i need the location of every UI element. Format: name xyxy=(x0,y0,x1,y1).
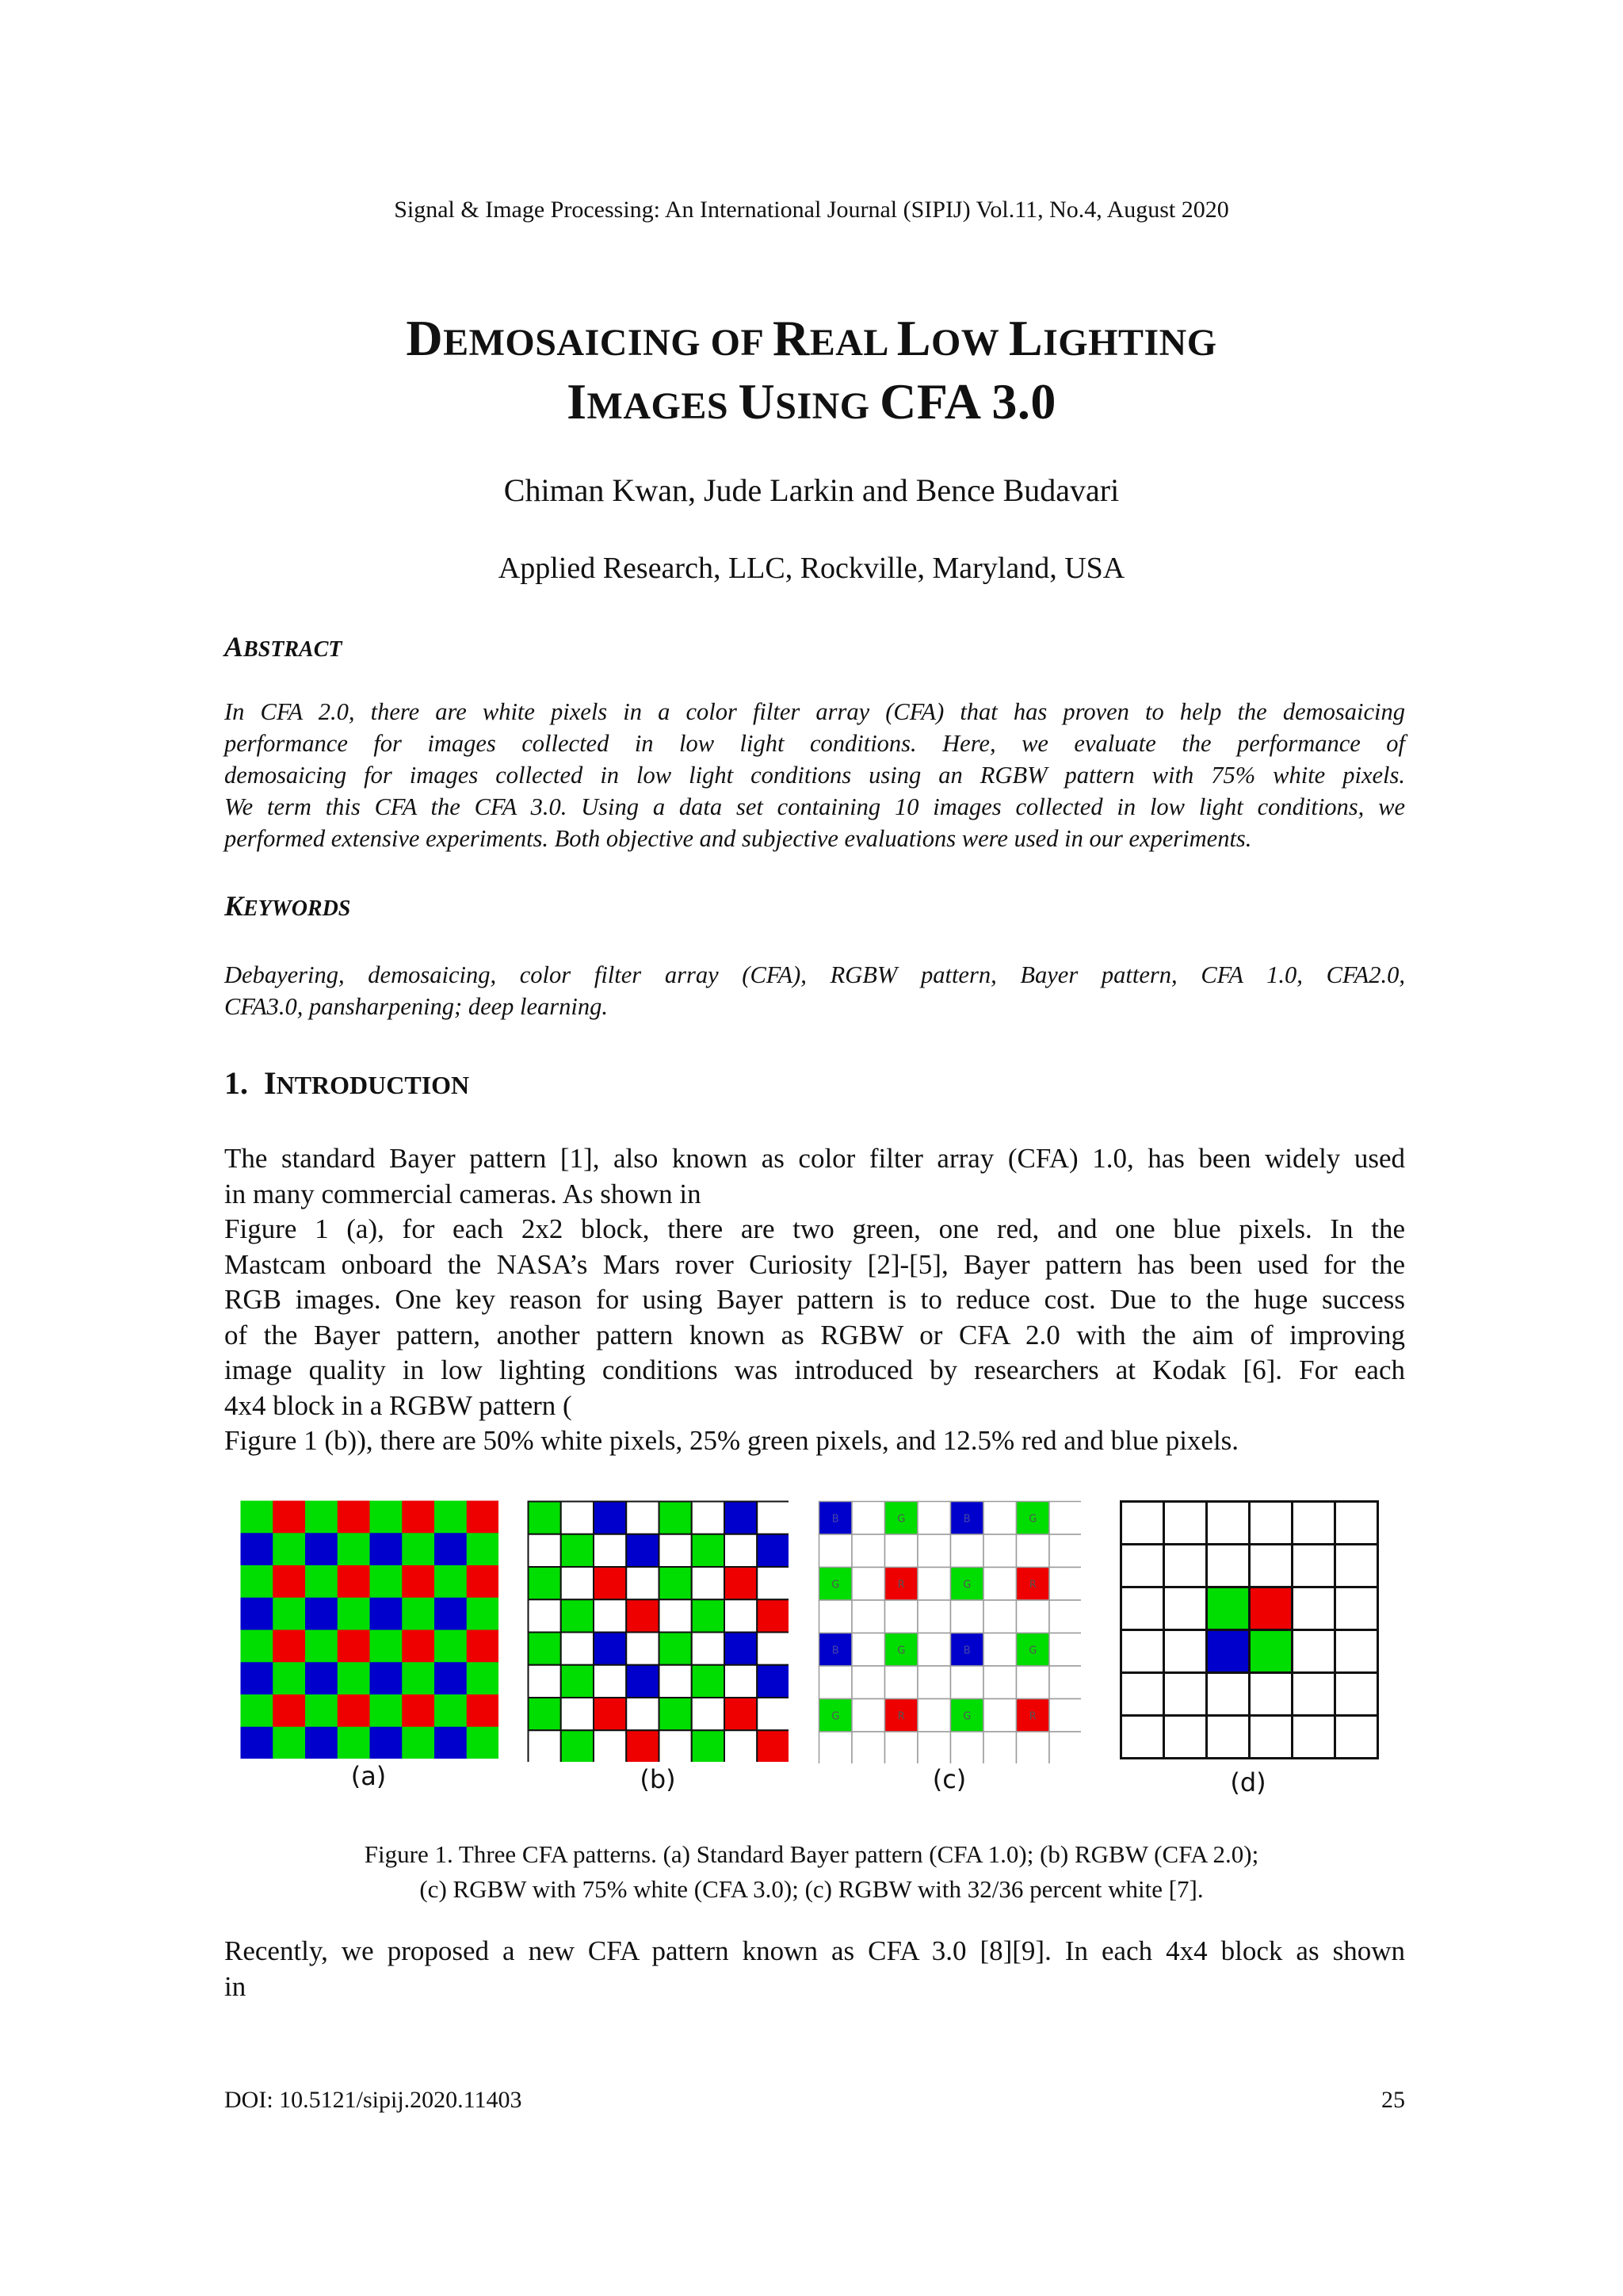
cfa-cell-r xyxy=(273,1631,306,1664)
cfa-cell-w xyxy=(852,1633,885,1667)
cfa-cell-w xyxy=(757,1698,789,1730)
abstract-line: In CFA 2.0, there are white pixels in a color filter array (CFA) that has proven to help the demosaicing xyxy=(224,698,1405,725)
cfa-cell-r xyxy=(594,1567,626,1599)
cfa-cell-b xyxy=(242,1534,274,1566)
cfa-cell-w xyxy=(1049,1699,1081,1733)
cfa-cell-r xyxy=(757,1730,789,1762)
title-word: LIGHTING xyxy=(1008,310,1217,366)
cfa-cell-w xyxy=(561,1502,594,1534)
body-line: in many commercial cameras. As shown in xyxy=(224,1178,701,1209)
abstract-line: We term this CFA the CFA 3.0. Using a data set containing 10 images collected in low light conditions, we xyxy=(224,793,1405,820)
cfa-cell-g xyxy=(561,1599,594,1632)
cfa-cell-g xyxy=(273,1534,306,1566)
title-word: DEMOSAICING OF xyxy=(406,310,773,366)
cfa-cell-g xyxy=(403,1663,435,1695)
cfa-cell-w xyxy=(885,1534,918,1568)
cfa-cell-w xyxy=(724,1599,757,1632)
cfa-cell-w xyxy=(1250,1716,1293,1759)
cfa-cell-g xyxy=(529,1633,561,1665)
cfa-cell-g xyxy=(403,1534,435,1566)
cfa-cell-w xyxy=(983,1732,1017,1763)
cfa-cell-letter: B xyxy=(831,1645,839,1657)
cfa-cell-w xyxy=(626,1633,659,1665)
figure-caption xyxy=(0,1837,1623,1907)
cfa-cell-w xyxy=(626,1698,659,1730)
cfa-cell-g xyxy=(435,1566,468,1599)
abstract-heading: ABSTRACT xyxy=(224,631,342,663)
caption-line: (c) RGBW with 75% white (CFA 3.0); (c) RGBW with 32/36 percent white [7]. xyxy=(419,1875,1204,1903)
cfa-cell-w xyxy=(983,1502,1017,1535)
paper-title-line-2 xyxy=(0,372,1623,431)
affiliation: Applied Research, LLC, Rockville, Maryland, USA xyxy=(498,552,1125,585)
cfa-cell-letter: R xyxy=(897,1579,905,1591)
cfa-cell-b xyxy=(435,1534,468,1566)
cfa-cell-r xyxy=(273,1695,306,1728)
cfa-cell-w xyxy=(983,1633,1017,1667)
cfa-cell-g xyxy=(306,1631,338,1664)
cfa-cell-w xyxy=(757,1633,789,1665)
body-line: Recently, we proposed a new CFA pattern known as CFA 3.0 [8][9]. In each 4x4 block as shown xyxy=(224,1935,1405,1966)
introduction-heading: 1. INTRODUCTION xyxy=(224,1065,470,1101)
paper-title-line-1 xyxy=(0,309,1623,368)
cfa-cell-r xyxy=(468,1695,498,1728)
figure-panel-a xyxy=(240,1500,498,1759)
cfa-cell-b xyxy=(306,1599,338,1631)
cfa-cell-w xyxy=(819,1732,853,1763)
cfa-cell-b xyxy=(242,1728,274,1759)
cfa-cell-w xyxy=(1335,1587,1378,1630)
cfa-cell-w xyxy=(594,1534,626,1567)
cfa-cell-g xyxy=(338,1599,371,1631)
figure-panel-c xyxy=(818,1500,1081,1763)
cfa-cell-w xyxy=(951,1666,984,1699)
cfa-cell-g xyxy=(371,1566,403,1599)
cfa-cell-w xyxy=(659,1534,692,1567)
cfa-cell-w xyxy=(918,1600,951,1633)
cfa-cell-g xyxy=(371,1695,403,1728)
cfa-cell-r xyxy=(757,1599,789,1632)
cfa-cell-b xyxy=(371,1728,403,1759)
cfa-cell-w xyxy=(819,1600,853,1633)
cfa-cell-w xyxy=(757,1502,789,1534)
cfa-cell-w xyxy=(529,1665,561,1698)
cfa-cell-b xyxy=(306,1534,338,1566)
keywords-body xyxy=(224,959,1405,1022)
cfa-cell-b xyxy=(757,1534,789,1567)
title-word: LOW xyxy=(896,310,1009,366)
cfa-cell-w xyxy=(692,1698,724,1730)
authors: Chiman Kwan, Jude Larkin and Bence Budavari xyxy=(503,472,1120,508)
cfa-cell-g xyxy=(468,1663,498,1695)
cfa-cell-w xyxy=(885,1600,918,1633)
cfa-cell-b xyxy=(1207,1630,1250,1673)
cfa-cell-r xyxy=(724,1698,757,1730)
cfa-cell-w xyxy=(983,1534,1017,1568)
cfa-cell-w xyxy=(852,1534,885,1568)
cfa-cell-w xyxy=(1017,1666,1050,1699)
cfa-cell-letter: G xyxy=(831,1579,840,1591)
cfa-cell-g xyxy=(468,1534,498,1566)
cfa-cell-b xyxy=(306,1728,338,1759)
cfa-cell-r xyxy=(594,1698,626,1730)
cfa-cell-w xyxy=(1049,1502,1081,1535)
cfa-cell-b xyxy=(594,1633,626,1665)
cfa-cell-w xyxy=(1049,1633,1081,1667)
cfa-cell-b xyxy=(626,1534,659,1567)
cfa-cell-w xyxy=(852,1568,885,1601)
body-line: of the Bayer pattern, another pattern known as RGBW or CFA 2.0 with the aim of improving xyxy=(224,1319,1405,1350)
cfa-cell-w xyxy=(951,1534,984,1568)
cfa-cell-r xyxy=(338,1502,371,1534)
cfa-cell-b xyxy=(371,1534,403,1566)
cfa-cell-r xyxy=(403,1631,435,1664)
cfa-cell-w xyxy=(529,1730,561,1762)
cfa-cell-g xyxy=(273,1728,306,1759)
cfa-cell-g xyxy=(403,1599,435,1631)
cfa-cell-g xyxy=(242,1695,274,1728)
cfa-cell-w xyxy=(1121,1673,1164,1716)
cfa-cell-r xyxy=(468,1631,498,1664)
cfa-cell-w xyxy=(1250,1673,1293,1716)
cfa-cell-w xyxy=(659,1730,692,1762)
footer-doi: DOI: 10.5121/sipij.2020.11403 xyxy=(224,2087,522,2113)
cfa-cell-w xyxy=(1293,1673,1335,1716)
cfa-cell-w xyxy=(561,1698,594,1730)
cfa-cell-g xyxy=(659,1633,692,1665)
caption-line: Figure 1. Three CFA patterns. (a) Standard Bayer pattern (CFA 1.0); (b) RGBW (CFA 2.0); xyxy=(364,1840,1259,1868)
cfa-cell-g xyxy=(692,1534,724,1567)
cfa-cell-w xyxy=(1293,1587,1335,1630)
cfa-cell-w xyxy=(659,1665,692,1698)
keywords-heading: KEYWORDS xyxy=(224,890,351,922)
cfa-cell-w xyxy=(1335,1673,1378,1716)
cfa-cell-r xyxy=(338,1566,371,1599)
cfa-cell-g xyxy=(403,1728,435,1759)
cfa-cell-g xyxy=(1207,1587,1250,1630)
cfa-cell-r xyxy=(724,1567,757,1599)
cfa-cell-w xyxy=(1164,1716,1207,1759)
cfa-cell-w xyxy=(918,1732,951,1763)
cfa-cell-w xyxy=(659,1599,692,1632)
cfa-cell-b xyxy=(594,1502,626,1534)
cfa-cell-g xyxy=(242,1502,274,1534)
cfa-cell-letter: B xyxy=(831,1513,839,1526)
cfa-cell-w xyxy=(1164,1673,1207,1716)
cfa-cell-b xyxy=(435,1663,468,1695)
cfa-cell-w xyxy=(1164,1587,1207,1630)
cfa-cell-w xyxy=(1335,1716,1378,1759)
cfa-cell-w xyxy=(1049,1534,1081,1568)
cfa-cell-w xyxy=(951,1732,984,1763)
cfa-cell-b xyxy=(435,1599,468,1631)
cfa-cell-b xyxy=(371,1663,403,1695)
cfa-cell-w xyxy=(1207,1673,1250,1716)
cfa-cell-g xyxy=(338,1728,371,1759)
cfa-cell-w xyxy=(1293,1716,1335,1759)
cfa-cell-g xyxy=(306,1502,338,1534)
cfa-cell-w xyxy=(1164,1502,1207,1545)
cfa-cell-w xyxy=(1293,1630,1335,1673)
body-line: Mastcam onboard the NASA’s Mars rover Curiosity [2]-[5], Bayer pattern has been used for the xyxy=(224,1248,1405,1280)
cfa-cell-g xyxy=(529,1698,561,1730)
cfa-cell-g xyxy=(242,1566,274,1599)
cfa-cell-b xyxy=(724,1633,757,1665)
figure-panel-d xyxy=(1120,1500,1381,1762)
cfa-cell-g xyxy=(468,1728,498,1759)
cfa-cell-letter: B xyxy=(963,1513,971,1526)
cfa-cell-r xyxy=(468,1566,498,1599)
cfa-cell-w xyxy=(1121,1630,1164,1673)
cfa-cell-b xyxy=(306,1663,338,1695)
cfa-cell-w xyxy=(1250,1502,1293,1545)
cfa-cell-w xyxy=(1049,1732,1081,1763)
cfa-cell-letter: G xyxy=(1029,1645,1037,1657)
cfa-cell-w xyxy=(724,1730,757,1762)
cfa-cell-w xyxy=(852,1699,885,1733)
body-line: RGB images. One key reason for using Bayer pattern is to reduce cost. Due to the huge success xyxy=(224,1284,1405,1315)
cfa-cell-w xyxy=(852,1600,885,1633)
cfa-cell-w xyxy=(594,1599,626,1632)
cfa-cell-w xyxy=(819,1534,853,1568)
cfa-cell-w xyxy=(626,1567,659,1599)
cfa-cell-w xyxy=(852,1666,885,1699)
cfa-cell-g xyxy=(529,1567,561,1599)
cfa-cell-g xyxy=(561,1665,594,1698)
cfa-cell-g xyxy=(273,1663,306,1695)
cfa-cell-w xyxy=(918,1633,951,1667)
cfa-cell-w xyxy=(1293,1545,1335,1587)
cfa-cell-g xyxy=(561,1730,594,1762)
cfa-cell-w xyxy=(1017,1600,1050,1633)
cfa-cell-w xyxy=(819,1666,853,1699)
cfa-cell-w xyxy=(626,1502,659,1534)
cfa-cell-g xyxy=(435,1631,468,1664)
cfa-cell-g xyxy=(692,1730,724,1762)
cfa-cell-w xyxy=(1121,1716,1164,1759)
title-word: REAL xyxy=(772,310,897,366)
cfa-cell-w xyxy=(852,1502,885,1535)
cfa-cell-r xyxy=(403,1566,435,1599)
cfa-cell-w xyxy=(1335,1545,1378,1587)
body-line: Figure 1 (a), for each 2x2 block, there are two green, one red, and one blue pixels. In the xyxy=(224,1213,1405,1244)
cfa-cell-w xyxy=(757,1567,789,1599)
cfa-cell-g xyxy=(242,1631,274,1664)
cfa-cell-letter: R xyxy=(897,1710,905,1723)
cfa-cell-w xyxy=(918,1534,951,1568)
cfa-cell-w xyxy=(692,1633,724,1665)
cfa-cell-w xyxy=(918,1699,951,1733)
abstract-body xyxy=(224,696,1405,854)
cfa-cell-g xyxy=(306,1566,338,1599)
cfa-cell-letter: G xyxy=(1029,1513,1037,1526)
cfa-cell-b xyxy=(242,1663,274,1695)
cfa-cell-letter: G xyxy=(963,1579,972,1591)
cfa-cell-letter: G xyxy=(831,1710,840,1723)
body-line: 4x4 block in a RGBW pattern ( xyxy=(224,1389,572,1421)
cfa-cell-w xyxy=(561,1633,594,1665)
cfa-cell-r xyxy=(273,1502,306,1534)
figure-label-c: (c) xyxy=(932,1764,967,1794)
page-number: 25 xyxy=(1381,2087,1405,2113)
cfa-cell-w xyxy=(1017,1534,1050,1568)
cfa-cell-w xyxy=(1121,1502,1164,1545)
cfa-cell-g xyxy=(659,1502,692,1534)
cfa-cell-w xyxy=(1207,1502,1250,1545)
cfa-cell-w xyxy=(692,1502,724,1534)
cfa-cell-g xyxy=(659,1567,692,1599)
figure-panel-b xyxy=(527,1500,789,1762)
cfa-cell-w xyxy=(918,1502,951,1535)
body-line: image quality in low lighting conditions was introduced by researchers at Kodak [6]. For each xyxy=(224,1354,1405,1385)
abstract-line: demosaicing for images collected in low light conditions using an RGBW pattern with 75% white pixels. xyxy=(224,762,1405,789)
body-line: Figure 1 (b)), there are 50% white pixels, 25% green pixels, and 12.5% red and blue pixels. xyxy=(224,1425,1239,1456)
cfa-cell-r xyxy=(1250,1587,1293,1630)
cfa-cell-g xyxy=(435,1502,468,1534)
cfa-cell-w xyxy=(1164,1545,1207,1587)
cfa-cell-r xyxy=(403,1695,435,1728)
cfa-cell-w xyxy=(724,1534,757,1567)
cfa-cell-letter: R xyxy=(1029,1579,1037,1591)
cfa-cell-w xyxy=(1164,1630,1207,1673)
cfa-cell-w xyxy=(1121,1587,1164,1630)
cfa-cell-g xyxy=(659,1698,692,1730)
recent-paragraph xyxy=(224,1934,1405,2004)
cfa-cell-w xyxy=(852,1732,885,1763)
cfa-cell-w xyxy=(1049,1666,1081,1699)
cfa-cell-w xyxy=(594,1665,626,1698)
introduction-body xyxy=(224,1141,1405,1459)
cfa-cell-b xyxy=(435,1728,468,1759)
cfa-cell-w xyxy=(692,1567,724,1599)
cfa-cell-w xyxy=(918,1666,951,1699)
keywords-line: CFA3.0, pansharpening; deep learning. xyxy=(224,993,609,1020)
cfa-cell-w xyxy=(918,1568,951,1601)
cfa-cell-g xyxy=(338,1534,371,1566)
keywords-line: Debayering, demosaicing, color filter array (CFA), RGBW pattern, Bayer pattern, CFA 1.0, CFA2.0, xyxy=(224,961,1405,988)
cfa-cell-g xyxy=(561,1534,594,1567)
figure-label-a: (a) xyxy=(350,1761,387,1791)
cfa-cell-w xyxy=(529,1534,561,1567)
cfa-cell-w xyxy=(1293,1502,1335,1545)
cfa-cell-w xyxy=(529,1599,561,1632)
cfa-cell-w xyxy=(885,1666,918,1699)
cfa-cell-g xyxy=(306,1695,338,1728)
cfa-cell-letter: B xyxy=(963,1645,971,1657)
cfa-cell-r xyxy=(273,1566,306,1599)
cfa-cell-w xyxy=(724,1665,757,1698)
cfa-cell-w xyxy=(561,1567,594,1599)
cfa-cell-w xyxy=(1017,1732,1050,1763)
cfa-cell-w xyxy=(594,1730,626,1762)
figure-label-d: (d) xyxy=(1230,1767,1266,1797)
cfa-cell-letter: G xyxy=(897,1645,906,1657)
cfa-cell-g xyxy=(529,1502,561,1534)
cfa-cell-g xyxy=(371,1502,403,1534)
cfa-cell-g xyxy=(338,1663,371,1695)
cfa-cell-b xyxy=(757,1665,789,1698)
cfa-cell-g xyxy=(1250,1630,1293,1673)
cfa-cell-w xyxy=(951,1600,984,1633)
cfa-cell-g xyxy=(435,1695,468,1728)
cfa-cell-g xyxy=(692,1599,724,1632)
cfa-cell-r xyxy=(403,1502,435,1534)
running-head: Signal & Image Processing: An International Journal (SIPIJ) Vol.11, No.4, August 2020 xyxy=(394,197,1229,223)
body-line: in xyxy=(224,1970,246,2002)
cfa-cell-g xyxy=(468,1599,498,1631)
cfa-cell-w xyxy=(983,1568,1017,1601)
cfa-cell-r xyxy=(338,1631,371,1664)
cfa-cell-w xyxy=(1049,1600,1081,1633)
cfa-cell-w xyxy=(1335,1630,1378,1673)
cfa-cell-w xyxy=(1207,1545,1250,1587)
abstract-line: performance for images collected in low light conditions. Here, we evaluate the performance of xyxy=(224,730,1405,757)
title-word: USING xyxy=(738,373,880,430)
cfa-cell-w xyxy=(1335,1502,1378,1545)
cfa-cell-w xyxy=(983,1600,1017,1633)
cfa-cell-g xyxy=(273,1599,306,1631)
cfa-cell-b xyxy=(242,1599,274,1631)
cfa-cell-w xyxy=(1207,1716,1250,1759)
figure-label-b: (b) xyxy=(640,1764,676,1794)
cfa-cell-r xyxy=(626,1730,659,1762)
cfa-cell-letter: R xyxy=(1029,1710,1037,1723)
cfa-cell-b xyxy=(626,1665,659,1698)
cfa-cell-letter: G xyxy=(897,1513,906,1526)
cfa-cell-g xyxy=(692,1665,724,1698)
cfa-cell-r xyxy=(468,1502,498,1534)
cfa-cell-w xyxy=(1121,1545,1164,1587)
cfa-cell-w xyxy=(1049,1568,1081,1601)
cfa-cell-w xyxy=(885,1732,918,1763)
cfa-cell-r xyxy=(338,1695,371,1728)
cfa-cell-g xyxy=(371,1631,403,1664)
cfa-cell-w xyxy=(983,1699,1017,1733)
title-word: IMAGES xyxy=(567,373,739,430)
cfa-cell-b xyxy=(371,1599,403,1631)
cfa-cell-letter: G xyxy=(963,1710,972,1723)
body-line: The standard Bayer pattern [1], also known as color filter array (CFA) 1.0, has been widely used xyxy=(224,1143,1405,1174)
cfa-cell-b xyxy=(724,1502,757,1534)
cfa-cell-r xyxy=(626,1599,659,1632)
abstract-line: performed extensive experiments. Both objective and subjective evaluations were used in our experiments. xyxy=(224,825,1252,852)
cfa-cell-w xyxy=(983,1666,1017,1699)
cfa-cell-w xyxy=(1250,1545,1293,1587)
title-word: CFA 3.0 xyxy=(880,373,1056,430)
